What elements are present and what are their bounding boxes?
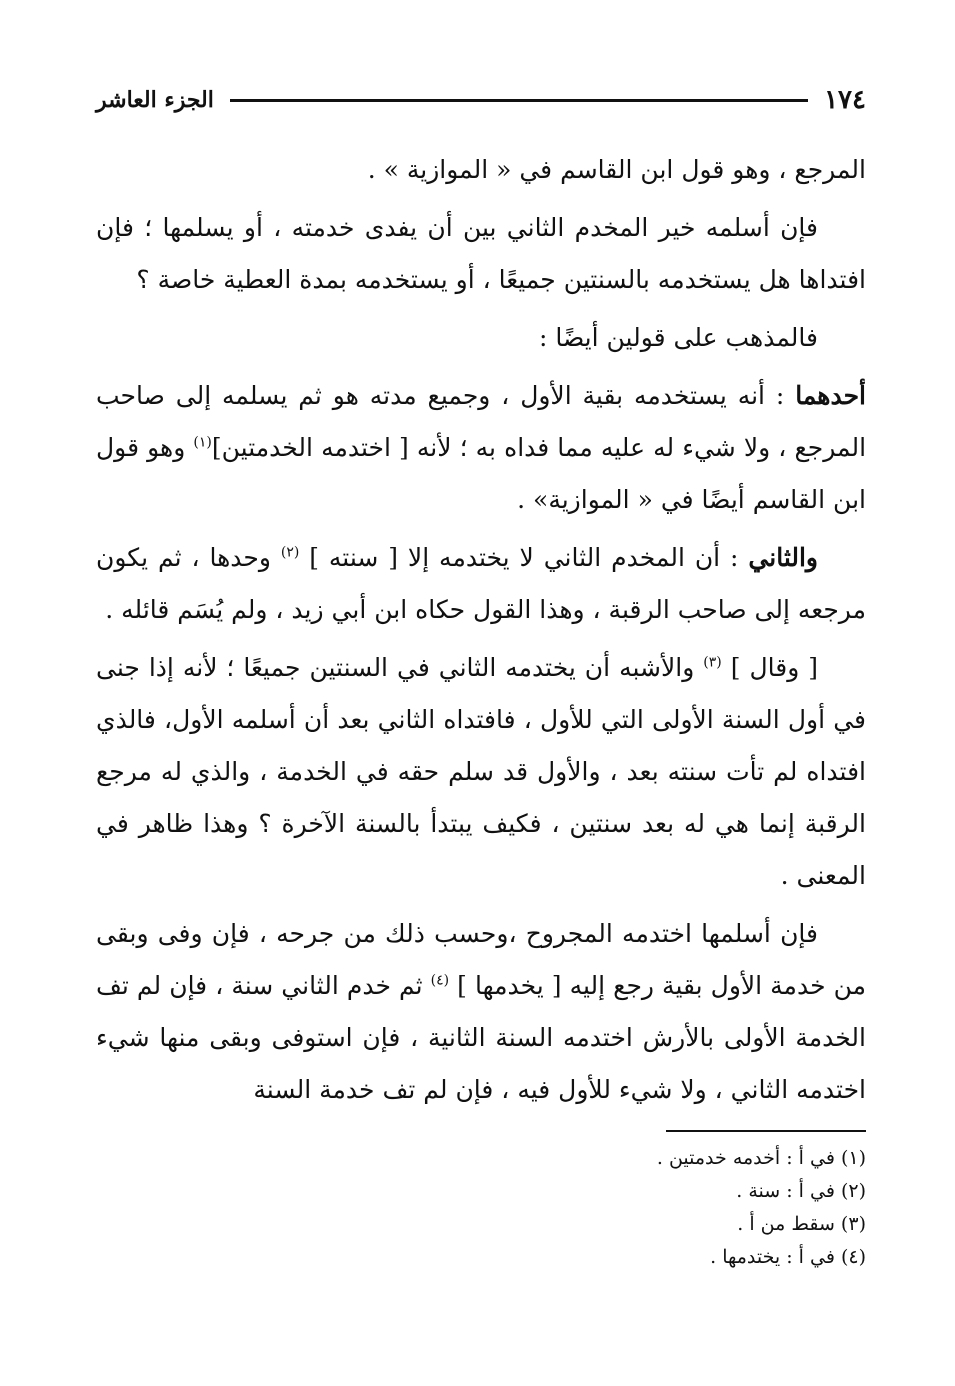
footnote-ref: (٢) xyxy=(280,544,300,561)
term-first: أحدهما xyxy=(795,381,866,410)
footnote: (٢) في أ : سنة . xyxy=(736,1180,866,1202)
footnote: (٣) سقط من أ . xyxy=(737,1213,866,1235)
footnote: (١) في أ : أخدمه خدمتين . xyxy=(656,1147,866,1169)
paragraph: فالمذهب على قولين أيضًا : xyxy=(539,323,818,352)
footnote: (٤) في أ : يختدمها . xyxy=(710,1246,866,1268)
term-second: والثاني xyxy=(748,543,818,572)
paragraph: فإن أسلمه خير المخدم الثاني بين أن يفدى خدمته ، أو يسلمها ؛ فإن افتداها هل يستخدمه بالسنتين جميعًا ، أو يستخدمه بمدة العطية خاصة ؟ xyxy=(96,213,866,294)
page-header xyxy=(96,78,866,122)
footnote-ref: (٣) xyxy=(703,654,722,671)
document-page xyxy=(96,78,866,1338)
page-number: ١٧٤ xyxy=(824,85,866,115)
paragraph: فإن أسلمها اختدمه المجروح ،وحسب ذلك من جرحه ، فإن وفى وبقى من خدمة الأول بقية رجع إليه [ يخدمها ] $^{(٤)}$ ثم خدم الثاني سنة ، فإن لم تف الخدمة الأولى بالأرش اختدمه السنة الثانية ، فإن استوفى وبقى منها شيء اختدمه الثاني ، ولا شيء للأول فيه ، فإن لم تف خدمة السنة xyxy=(96,919,867,1104)
paragraph: المرجع ، وهو قول ابن القاسم في « الموازية » . xyxy=(367,155,866,184)
footnote-ref: (٤) xyxy=(430,972,450,989)
header-rule xyxy=(230,99,808,102)
paragraph: أحدهما : أنه يستخدمه بقية الأول ، وجميع مدته هو ثم يسلمه إلى صاحب المرجع ، ولا شيء له عليه مما فداه به ؛ لأنه [ اختدمه الخدمتين]$^{(١)}$ وهو قول ابن القاسم أيضًا في « الموازية» . xyxy=(96,381,867,514)
footnote-rule xyxy=(666,1130,866,1132)
running-title: الجزء العاشر xyxy=(96,87,214,113)
paragraph: والثاني : أن المخدم الثاني لا يختدمه إلا [ سنته ] $^{(٢)}$ وحدها ، ثم يكون مرجعه إلى صاحب الرقبة ، وهذا القول حكاه ابن أبي زيد ، ولم يُسَم قائله . xyxy=(96,543,866,624)
footnote-ref: (١) xyxy=(193,434,212,451)
paragraph: [ وقال ] $^{(٣)}$ والأشبه أن يختدمه الثاني في السنتين جميعًا ؛ لأنه إذا جنى في أول السنة الأولى التي للأول ، فافتداه الثاني بعد أن أسلمه الأول، فالذي افتداه لم تأت سنته بعد ، والأول قد سلم حقه في الخدمة ، والذي له مرجع الرقبة إنما هي له بعد سنتين ، فكيف يبتدأ بالسنة الآخرة ؟ وهذا ظاهر في المعنى . xyxy=(96,653,866,890)
footnotes xyxy=(96,1142,866,1274)
body-text xyxy=(96,144,866,1116)
